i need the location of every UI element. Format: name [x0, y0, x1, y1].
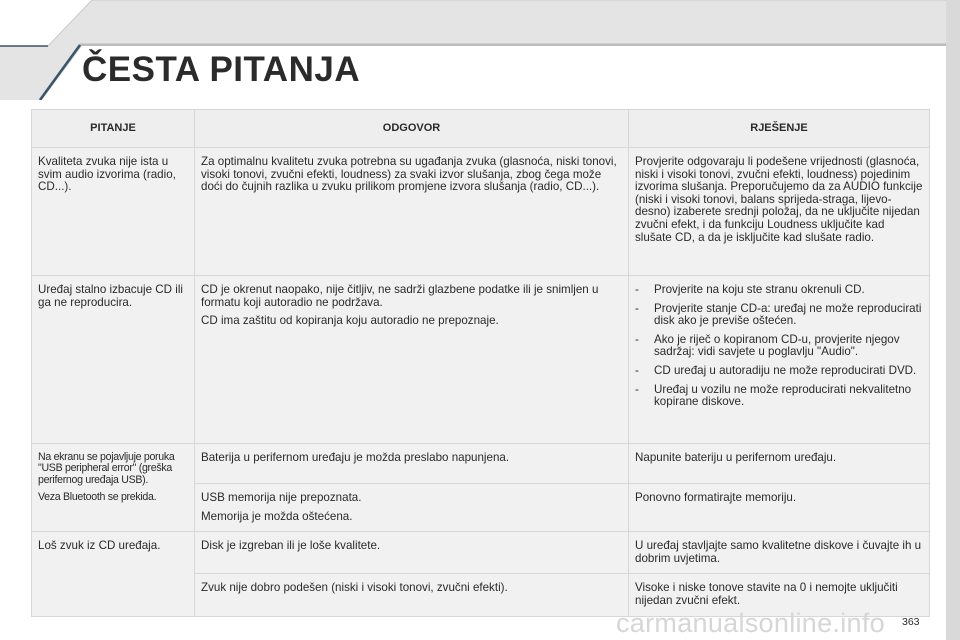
solution-text: Uređaj u vozilu ne može reproducirati nekvalitetno kopirane diskove. [654, 382, 912, 409]
page-side-bar [946, 0, 960, 640]
list-item [635, 303, 923, 328]
solution-cell [629, 532, 930, 574]
page-number: 363 [902, 616, 920, 628]
solution-list [635, 284, 923, 409]
answer-cell [195, 148, 629, 276]
header-question: PITANJE [32, 110, 195, 148]
answer-text: USB memorija nije prepoznata. [201, 491, 362, 504]
answer-cell [195, 444, 629, 484]
question-text: Uređaj stalno izbacuje CD ili ga ne reproducira. [38, 283, 183, 309]
answer-text: CD je okrenut naopako, nije čitljiv, ne sadrži glazbene podatke ili je snimljen u formatu koji autoradio ne podržava. [201, 283, 599, 309]
solution-text: CD uređaj u autoradiju ne može reproducirati DVD. [654, 363, 917, 377]
dash-mark: - [635, 301, 639, 315]
solution-text: Napunite bateriju u perifernom uređaju. [635, 451, 837, 464]
question-text: Na ekranu se pojavljuje poruka "USB peripheral error" (greška perifernog uređaja USB). [38, 451, 175, 486]
question-text: Loš zvuk iz CD uređaja. [38, 539, 161, 553]
solution-cell [629, 276, 930, 444]
answer-cell [195, 532, 629, 574]
table-row [32, 276, 930, 444]
watermark: carmanualsonline.info [616, 608, 885, 638]
solution-cell [629, 484, 930, 532]
solution-text: Provjerite odgovaraju li podešene vrijednosti (glasnoća, niski i visoki tonovi, zvučni efekti, loudness) pojedinim izvorima slušanja. Preporučujemo da za AUDIO funkcije (niski i visoki tonovi, balans sprijeda-straga, lijevo-desno) izaberete srednji položaj, da ne uključite nijedan zvučni efekt, i da funkciju Loudness uključite kad slušate CD, a da je isključite kad slušate radio. [635, 155, 923, 244]
answer-cell [195, 276, 629, 444]
answer-cell [195, 574, 629, 616]
question-cell [32, 532, 195, 616]
solution-cell [629, 148, 930, 276]
question-cell [32, 148, 195, 276]
table-row [32, 444, 930, 484]
question-text: Kvaliteta zvuka nije ista u svim audio izvorima (radio, CD...). [38, 155, 176, 194]
answer-cell [195, 484, 629, 532]
list-item [635, 384, 923, 409]
header-answer: ODGOVOR [195, 110, 629, 148]
solution-cell [629, 444, 930, 484]
solution-text: Ponovno formatirajte memoriju. [635, 491, 797, 504]
question-cell [32, 444, 195, 532]
page-title: ČESTA PITANJA [82, 50, 361, 89]
header-solution: RJEŠENJE [629, 110, 930, 148]
table-row [32, 148, 930, 276]
answer-text: Baterija u perifernom uređaju je možda preslabo napunjena. [201, 451, 510, 464]
question-text: Veza Bluetooth se prekida. [38, 491, 157, 504]
dash-mark: - [635, 283, 639, 296]
table-header-row [32, 110, 930, 148]
faq-table [31, 109, 930, 617]
list-item [635, 365, 923, 378]
answer-text: Disk je izgreban ili je loše kvalitete. [201, 539, 381, 553]
list-item [635, 334, 923, 359]
answer-text: Zvuk nije dobro podešen (niski i visoki tonovi, zvučni efekti). [201, 581, 508, 595]
solution-text: Ako je riječ o kopiranom CD-u, provjerite njegov sadržaj: vidi savjete u poglavlju "Audio". [654, 332, 900, 359]
question-cell [32, 276, 195, 444]
answer-text: Za optimalnu kvalitetu zvuka potrebna su ugađanja zvuka (glasnoća, niski tonovi, visoki tonovi, zvučni efekti, loudness) za svaki izvor slušanja, zbog čega može doći do čujnih razlika u zvuku prilikom promjene izvora slušanja (radio, CD...). [201, 155, 617, 194]
answer-text: CD ima zaštitu od kopiranja koju autoradio ne prepoznaje. [201, 314, 499, 328]
list-item [635, 284, 923, 297]
solution-text: Provjerite stanje CD-a: uređaj ne može reproducirati disk ako je previše oštećen. [654, 301, 922, 328]
answer-text: Memorija je možda oštećena. [201, 509, 353, 523]
dash-mark: - [635, 382, 639, 396]
dash-mark: - [635, 363, 639, 377]
table-row [32, 532, 930, 574]
solution-text: Visoke i niske tonove stavite na 0 i nemojte uključiti nijedan zvučni efekt. [635, 581, 898, 607]
solution-text: U uređaj stavljajte samo kvalitetne diskove i čuvajte ih u dobrim uvjetima. [635, 539, 922, 565]
solution-text: Provjerite na koju ste stranu okrenuli CD. [654, 283, 865, 296]
dash-mark: - [635, 332, 639, 346]
